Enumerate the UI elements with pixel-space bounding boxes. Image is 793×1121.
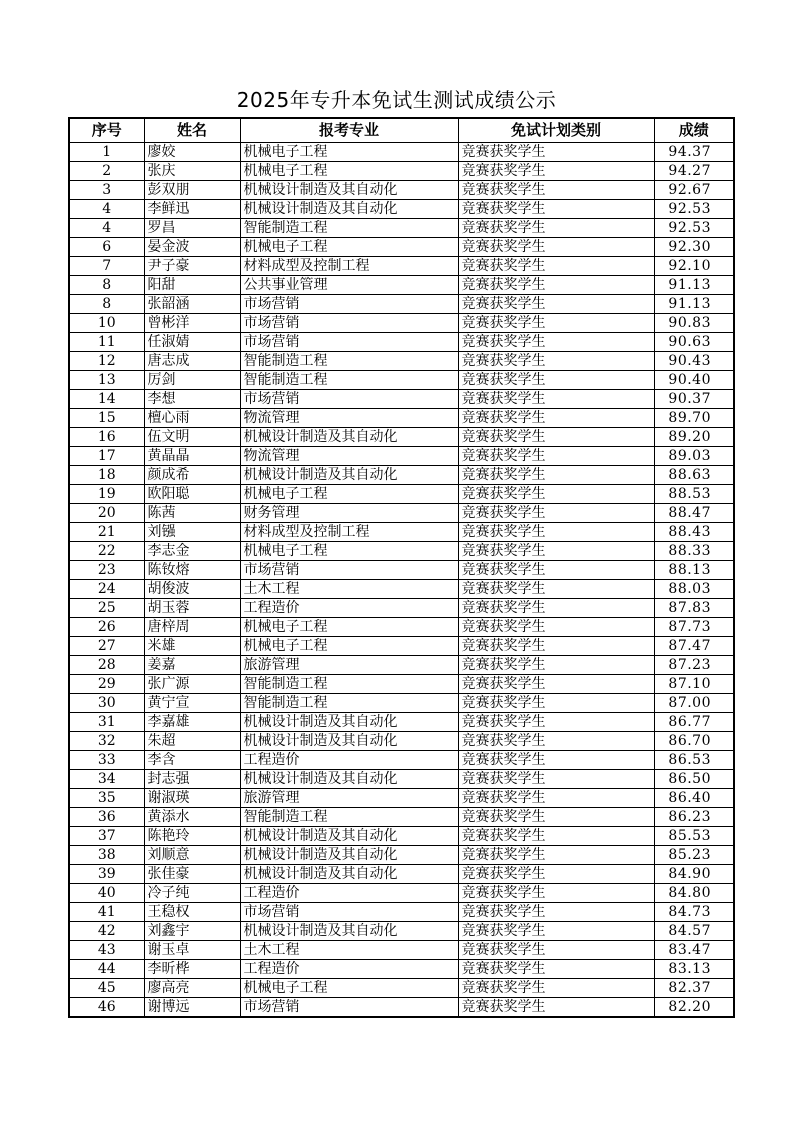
student-name: 陈茜 bbox=[144, 503, 240, 522]
row-number: 16 bbox=[69, 427, 144, 446]
student-name: 李含 bbox=[144, 750, 240, 769]
applied-major: 智能制造工程 bbox=[240, 807, 458, 826]
score: 89.20 bbox=[654, 427, 734, 446]
score: 87.83 bbox=[654, 598, 734, 617]
table-row bbox=[69, 769, 734, 788]
table-row bbox=[69, 826, 734, 845]
score: 87.00 bbox=[654, 693, 734, 712]
student-name: 王稳权 bbox=[144, 902, 240, 921]
student-name: 尹子豪 bbox=[144, 256, 240, 275]
table-row bbox=[69, 731, 734, 750]
applied-major: 市场营销 bbox=[240, 332, 458, 351]
student-name: 陈艳玲 bbox=[144, 826, 240, 845]
score: 84.73 bbox=[654, 902, 734, 921]
student-name: 厉剑 bbox=[144, 370, 240, 389]
applied-major: 智能制造工程 bbox=[240, 370, 458, 389]
score: 88.63 bbox=[654, 465, 734, 484]
row-number: 36 bbox=[69, 807, 144, 826]
student-name: 李嘉雄 bbox=[144, 712, 240, 731]
row-number: 45 bbox=[69, 978, 144, 997]
table-row bbox=[69, 256, 734, 275]
score: 94.37 bbox=[654, 142, 734, 161]
row-number: 6 bbox=[69, 237, 144, 256]
header-major: 报考专业 bbox=[240, 118, 458, 142]
applied-major: 机械电子工程 bbox=[240, 484, 458, 503]
table-row bbox=[69, 750, 734, 769]
row-number: 24 bbox=[69, 579, 144, 598]
exemption-category: 竞赛获奖学生 bbox=[458, 902, 654, 921]
applied-major: 机械电子工程 bbox=[240, 161, 458, 180]
applied-major: 市场营销 bbox=[240, 560, 458, 579]
applied-major: 机械电子工程 bbox=[240, 541, 458, 560]
score: 84.57 bbox=[654, 921, 734, 940]
student-name: 颜成希 bbox=[144, 465, 240, 484]
applied-major: 智能制造工程 bbox=[240, 351, 458, 370]
student-name: 刘顺意 bbox=[144, 845, 240, 864]
exemption-category: 竞赛获奖学生 bbox=[458, 864, 654, 883]
applied-major: 机械设计制造及其自动化 bbox=[240, 199, 458, 218]
exemption-category: 竞赛获奖学生 bbox=[458, 218, 654, 237]
score: 94.27 bbox=[654, 161, 734, 180]
exemption-category: 竞赛获奖学生 bbox=[458, 294, 654, 313]
row-number: 15 bbox=[69, 408, 144, 427]
row-number: 32 bbox=[69, 731, 144, 750]
score: 89.03 bbox=[654, 446, 734, 465]
student-name: 罗昌 bbox=[144, 218, 240, 237]
table-row bbox=[69, 636, 734, 655]
row-number: 31 bbox=[69, 712, 144, 731]
score: 88.13 bbox=[654, 560, 734, 579]
student-name: 冷子纯 bbox=[144, 883, 240, 902]
student-name: 张佳豪 bbox=[144, 864, 240, 883]
score: 90.43 bbox=[654, 351, 734, 370]
applied-major: 土木工程 bbox=[240, 579, 458, 598]
student-name: 陈钕熔 bbox=[144, 560, 240, 579]
student-name: 伍文明 bbox=[144, 427, 240, 446]
exemption-category: 竞赛获奖学生 bbox=[458, 484, 654, 503]
table-row bbox=[69, 807, 734, 826]
exemption-category: 竞赛获奖学生 bbox=[458, 370, 654, 389]
score: 88.53 bbox=[654, 484, 734, 503]
student-name: 谢博远 bbox=[144, 997, 240, 1017]
table-body bbox=[69, 142, 734, 1017]
student-name: 李鲜迅 bbox=[144, 199, 240, 218]
exemption-category: 竞赛获奖学生 bbox=[458, 826, 654, 845]
row-number: 30 bbox=[69, 693, 144, 712]
table-row bbox=[69, 655, 734, 674]
row-number: 17 bbox=[69, 446, 144, 465]
table-row bbox=[69, 503, 734, 522]
row-number: 38 bbox=[69, 845, 144, 864]
student-name: 姜嘉 bbox=[144, 655, 240, 674]
score: 85.53 bbox=[654, 826, 734, 845]
row-number: 4 bbox=[69, 218, 144, 237]
student-name: 李想 bbox=[144, 389, 240, 408]
score: 86.50 bbox=[654, 769, 734, 788]
table-row bbox=[69, 370, 734, 389]
student-name: 曾彬洋 bbox=[144, 313, 240, 332]
score: 86.53 bbox=[654, 750, 734, 769]
score: 86.70 bbox=[654, 731, 734, 750]
table-row bbox=[69, 465, 734, 484]
row-number: 22 bbox=[69, 541, 144, 560]
score: 91.13 bbox=[654, 294, 734, 313]
row-number: 44 bbox=[69, 959, 144, 978]
applied-major: 机械电子工程 bbox=[240, 978, 458, 997]
applied-major: 物流管理 bbox=[240, 408, 458, 427]
exemption-category: 竞赛获奖学生 bbox=[458, 617, 654, 636]
exemption-category: 竞赛获奖学生 bbox=[458, 199, 654, 218]
applied-major: 机械设计制造及其自动化 bbox=[240, 180, 458, 199]
row-number: 21 bbox=[69, 522, 144, 541]
student-name: 胡俊波 bbox=[144, 579, 240, 598]
applied-major: 旅游管理 bbox=[240, 655, 458, 674]
table-row bbox=[69, 484, 734, 503]
row-number: 39 bbox=[69, 864, 144, 883]
table-row bbox=[69, 541, 734, 560]
student-name: 黄宁宣 bbox=[144, 693, 240, 712]
applied-major: 物流管理 bbox=[240, 446, 458, 465]
applied-major: 市场营销 bbox=[240, 997, 458, 1017]
student-name: 封志强 bbox=[144, 769, 240, 788]
row-number: 19 bbox=[69, 484, 144, 503]
student-name: 李昕桦 bbox=[144, 959, 240, 978]
table-row bbox=[69, 617, 734, 636]
applied-major: 工程造价 bbox=[240, 598, 458, 617]
exemption-category: 竞赛获奖学生 bbox=[458, 731, 654, 750]
applied-major: 土木工程 bbox=[240, 940, 458, 959]
table-row bbox=[69, 332, 734, 351]
row-number: 13 bbox=[69, 370, 144, 389]
table-row bbox=[69, 579, 734, 598]
row-number: 7 bbox=[69, 256, 144, 275]
header-no: 序号 bbox=[69, 118, 144, 142]
student-name: 胡玉蓉 bbox=[144, 598, 240, 617]
applied-major: 公共事业管理 bbox=[240, 275, 458, 294]
applied-major: 工程造价 bbox=[240, 883, 458, 902]
exemption-category: 竞赛获奖学生 bbox=[458, 636, 654, 655]
score: 86.77 bbox=[654, 712, 734, 731]
score: 92.30 bbox=[654, 237, 734, 256]
table-row bbox=[69, 864, 734, 883]
score: 83.47 bbox=[654, 940, 734, 959]
applied-major: 智能制造工程 bbox=[240, 674, 458, 693]
exemption-category: 竞赛获奖学生 bbox=[458, 142, 654, 161]
table-row bbox=[69, 598, 734, 617]
score: 92.67 bbox=[654, 180, 734, 199]
score: 87.23 bbox=[654, 655, 734, 674]
exemption-category: 竞赛获奖学生 bbox=[458, 541, 654, 560]
applied-major: 机械设计制造及其自动化 bbox=[240, 921, 458, 940]
score: 85.23 bbox=[654, 845, 734, 864]
student-name: 谢淑瑛 bbox=[144, 788, 240, 807]
score: 87.47 bbox=[654, 636, 734, 655]
exemption-category: 竞赛获奖学生 bbox=[458, 503, 654, 522]
student-name: 张韶涵 bbox=[144, 294, 240, 313]
exemption-category: 竞赛获奖学生 bbox=[458, 389, 654, 408]
row-number: 35 bbox=[69, 788, 144, 807]
table-row bbox=[69, 313, 734, 332]
table-row bbox=[69, 142, 734, 161]
table-row bbox=[69, 427, 734, 446]
exemption-category: 竞赛获奖学生 bbox=[458, 997, 654, 1017]
exemption-category: 竞赛获奖学生 bbox=[458, 180, 654, 199]
table-row bbox=[69, 389, 734, 408]
row-number: 37 bbox=[69, 826, 144, 845]
table-row bbox=[69, 237, 734, 256]
applied-major: 市场营销 bbox=[240, 294, 458, 313]
applied-major: 机械电子工程 bbox=[240, 237, 458, 256]
row-number: 42 bbox=[69, 921, 144, 940]
score: 88.43 bbox=[654, 522, 734, 541]
exemption-category: 竞赛获奖学生 bbox=[458, 655, 654, 674]
exemption-category: 竞赛获奖学生 bbox=[458, 332, 654, 351]
table-row bbox=[69, 902, 734, 921]
exemption-category: 竞赛获奖学生 bbox=[458, 427, 654, 446]
applied-major: 机械设计制造及其自动化 bbox=[240, 465, 458, 484]
exemption-category: 竞赛获奖学生 bbox=[458, 522, 654, 541]
applied-major: 工程造价 bbox=[240, 750, 458, 769]
applied-major: 旅游管理 bbox=[240, 788, 458, 807]
exemption-category: 竞赛获奖学生 bbox=[458, 598, 654, 617]
table-row bbox=[69, 180, 734, 199]
exemption-category: 竞赛获奖学生 bbox=[458, 237, 654, 256]
score: 82.37 bbox=[654, 978, 734, 997]
score: 86.23 bbox=[654, 807, 734, 826]
applied-major: 机械设计制造及其自动化 bbox=[240, 845, 458, 864]
applied-major: 财务管理 bbox=[240, 503, 458, 522]
applied-major: 机械设计制造及其自动化 bbox=[240, 427, 458, 446]
student-name: 唐志成 bbox=[144, 351, 240, 370]
score: 87.73 bbox=[654, 617, 734, 636]
row-number: 26 bbox=[69, 617, 144, 636]
score: 92.53 bbox=[654, 218, 734, 237]
student-name: 李志金 bbox=[144, 541, 240, 560]
score: 86.40 bbox=[654, 788, 734, 807]
score: 84.80 bbox=[654, 883, 734, 902]
table-row bbox=[69, 788, 734, 807]
student-name: 檀心雨 bbox=[144, 408, 240, 427]
student-name: 张庆 bbox=[144, 161, 240, 180]
table-row bbox=[69, 978, 734, 997]
row-number: 14 bbox=[69, 389, 144, 408]
exemption-category: 竞赛获奖学生 bbox=[458, 579, 654, 598]
score: 87.10 bbox=[654, 674, 734, 693]
table-row bbox=[69, 712, 734, 731]
score: 88.33 bbox=[654, 541, 734, 560]
table-row bbox=[69, 997, 734, 1017]
table-row bbox=[69, 446, 734, 465]
score: 92.10 bbox=[654, 256, 734, 275]
table-row bbox=[69, 294, 734, 313]
applied-major: 机械电子工程 bbox=[240, 617, 458, 636]
student-name: 朱超 bbox=[144, 731, 240, 750]
exemption-category: 竞赛获奖学生 bbox=[458, 959, 654, 978]
header-name: 姓名 bbox=[144, 118, 240, 142]
score: 83.13 bbox=[654, 959, 734, 978]
exemption-category: 竞赛获奖学生 bbox=[458, 674, 654, 693]
table-row bbox=[69, 845, 734, 864]
row-number: 29 bbox=[69, 674, 144, 693]
row-number: 40 bbox=[69, 883, 144, 902]
exemption-category: 竞赛获奖学生 bbox=[458, 921, 654, 940]
student-name: 黄添水 bbox=[144, 807, 240, 826]
student-name: 任淑婧 bbox=[144, 332, 240, 351]
score: 90.37 bbox=[654, 389, 734, 408]
exemption-category: 竞赛获奖学生 bbox=[458, 446, 654, 465]
applied-major: 机械设计制造及其自动化 bbox=[240, 864, 458, 883]
score: 88.47 bbox=[654, 503, 734, 522]
applied-major: 市场营销 bbox=[240, 313, 458, 332]
applied-major: 材料成型及控制工程 bbox=[240, 256, 458, 275]
student-name: 张广源 bbox=[144, 674, 240, 693]
score: 89.70 bbox=[654, 408, 734, 427]
exemption-category: 竞赛获奖学生 bbox=[458, 788, 654, 807]
student-name: 晏金波 bbox=[144, 237, 240, 256]
row-number: 41 bbox=[69, 902, 144, 921]
table-row bbox=[69, 275, 734, 294]
applied-major: 机械设计制造及其自动化 bbox=[240, 731, 458, 750]
row-number: 3 bbox=[69, 180, 144, 199]
applied-major: 工程造价 bbox=[240, 959, 458, 978]
table-row bbox=[69, 940, 734, 959]
page-title: 2025年专升本免试生测试成绩公示 bbox=[236, 88, 557, 112]
row-number: 23 bbox=[69, 560, 144, 579]
row-number: 33 bbox=[69, 750, 144, 769]
score: 92.53 bbox=[654, 199, 734, 218]
table-row bbox=[69, 218, 734, 237]
exemption-category: 竞赛获奖学生 bbox=[458, 807, 654, 826]
exemption-category: 竞赛获奖学生 bbox=[458, 560, 654, 579]
table-header-row bbox=[69, 118, 734, 142]
applied-major: 机械电子工程 bbox=[240, 142, 458, 161]
student-name: 米雄 bbox=[144, 636, 240, 655]
score: 90.40 bbox=[654, 370, 734, 389]
student-name: 廖姣 bbox=[144, 142, 240, 161]
applied-major: 市场营销 bbox=[240, 902, 458, 921]
table-row bbox=[69, 921, 734, 940]
row-number: 11 bbox=[69, 332, 144, 351]
row-number: 10 bbox=[69, 313, 144, 332]
applied-major: 机械设计制造及其自动化 bbox=[240, 826, 458, 845]
student-name: 唐梓周 bbox=[144, 617, 240, 636]
applied-major: 智能制造工程 bbox=[240, 693, 458, 712]
exemption-category: 竞赛获奖学生 bbox=[458, 161, 654, 180]
row-number: 28 bbox=[69, 655, 144, 674]
score: 84.90 bbox=[654, 864, 734, 883]
score: 88.03 bbox=[654, 579, 734, 598]
row-number: 18 bbox=[69, 465, 144, 484]
exemption-category: 竞赛获奖学生 bbox=[458, 408, 654, 427]
applied-major: 智能制造工程 bbox=[240, 218, 458, 237]
student-name: 阳甜 bbox=[144, 275, 240, 294]
table-row bbox=[69, 560, 734, 579]
student-name: 欧阳聪 bbox=[144, 484, 240, 503]
exemption-category: 竞赛获奖学生 bbox=[458, 978, 654, 997]
table-row bbox=[69, 959, 734, 978]
table-row bbox=[69, 674, 734, 693]
applied-major: 材料成型及控制工程 bbox=[240, 522, 458, 541]
table-row bbox=[69, 408, 734, 427]
score: 91.13 bbox=[654, 275, 734, 294]
row-number: 25 bbox=[69, 598, 144, 617]
table-row bbox=[69, 351, 734, 370]
header-category: 免试计划类别 bbox=[458, 118, 654, 142]
exemption-category: 竞赛获奖学生 bbox=[458, 845, 654, 864]
table-row bbox=[69, 199, 734, 218]
row-number: 20 bbox=[69, 503, 144, 522]
row-number: 8 bbox=[69, 275, 144, 294]
table-row bbox=[69, 161, 734, 180]
student-name: 彭双朋 bbox=[144, 180, 240, 199]
applied-major: 机械设计制造及其自动化 bbox=[240, 769, 458, 788]
row-number: 12 bbox=[69, 351, 144, 370]
student-name: 廖高亮 bbox=[144, 978, 240, 997]
row-number: 27 bbox=[69, 636, 144, 655]
student-name: 刘鑫宇 bbox=[144, 921, 240, 940]
score: 82.20 bbox=[654, 997, 734, 1017]
row-number: 43 bbox=[69, 940, 144, 959]
row-number: 4 bbox=[69, 199, 144, 218]
row-number: 46 bbox=[69, 997, 144, 1017]
student-name: 谢玉卓 bbox=[144, 940, 240, 959]
exemption-category: 竞赛获奖学生 bbox=[458, 313, 654, 332]
table-row bbox=[69, 693, 734, 712]
header-score: 成绩 bbox=[654, 118, 734, 142]
student-name: 黄晶晶 bbox=[144, 446, 240, 465]
table-row bbox=[69, 522, 734, 541]
exemption-category: 竞赛获奖学生 bbox=[458, 275, 654, 294]
applied-major: 市场营销 bbox=[240, 389, 458, 408]
score: 90.63 bbox=[654, 332, 734, 351]
table-row bbox=[69, 883, 734, 902]
exemption-category: 竞赛获奖学生 bbox=[458, 693, 654, 712]
row-number: 34 bbox=[69, 769, 144, 788]
applied-major: 机械设计制造及其自动化 bbox=[240, 712, 458, 731]
row-number: 1 bbox=[69, 142, 144, 161]
row-number: 8 bbox=[69, 294, 144, 313]
score: 90.83 bbox=[654, 313, 734, 332]
exemption-category: 竞赛获奖学生 bbox=[458, 750, 654, 769]
exemption-category: 竞赛获奖学生 bbox=[458, 769, 654, 788]
student-name: 刘镪 bbox=[144, 522, 240, 541]
exemption-category: 竞赛获奖学生 bbox=[458, 883, 654, 902]
row-number: 2 bbox=[69, 161, 144, 180]
exemption-category: 竞赛获奖学生 bbox=[458, 940, 654, 959]
exemption-category: 竞赛获奖学生 bbox=[458, 256, 654, 275]
results-table bbox=[68, 117, 735, 1018]
applied-major: 机械电子工程 bbox=[240, 636, 458, 655]
exemption-category: 竞赛获奖学生 bbox=[458, 465, 654, 484]
exemption-category: 竞赛获奖学生 bbox=[458, 712, 654, 731]
exemption-category: 竞赛获奖学生 bbox=[458, 351, 654, 370]
